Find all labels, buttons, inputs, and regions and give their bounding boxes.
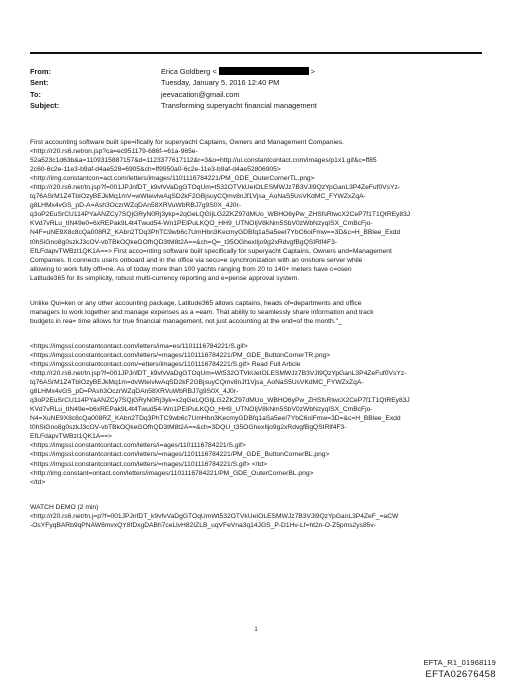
body-line: g8LHMx4vGS_pD=PAsh3OczrWZqDAn58XRVuWbRBJ7g9S0X_4J0r- [30,388,239,396]
paragraph-links [30,342,482,487]
body-line: <https://imgssl.constantcontact.com/letters/=mages/1101116784221/PM_GDE_ButtonCornerBL.png> [30,451,330,459]
body-line: <http://img.constant=ontact.com/letters/images/1101116784221/PM_GDE_OuterCornerBL.png> [30,469,314,477]
from-row [30,66,490,77]
paragraph-intro [30,138,482,283]
paragraph-demo [30,503,482,530]
body-line: <https://imgssl.constantcontact.com/=etters/images/1101116784221/S.gif> Read Full Article [30,360,301,368]
body-line: <http://r20.rs6.net/tn.j=p?f=001JPJnfDT_k9vfvVaDgGTOqUmWt532OTVkUeIOLESMWJz7B3VJl9QzYpGanL3P4ZeF_=aCW [30,512,399,520]
body-line: -OsYFyqBARb9qPNAW8mvxQY8fDxgDABh7ceLlvH82IZLB_uqVFeVna3q14JGS_P-D1Hv-Lf=ht2n-O-Z5pms2ys85v- [30,521,376,529]
body-line: t0hSiGno8g0szkJ3cOV-vbTBkOQkeGOfhQD3tM8t2A==&ch=Q=_t35OGhexIljo9g2xRdvgfBgQSIRlf4F3- [30,238,338,246]
subject-row [30,100,490,111]
body-line: <https://imgssl.constantcontact.com/letters/=mages/1101116784221/PM_GDE_ButtonCornerTR.png> [30,351,331,359]
sent-value: Tuesday, January 5, 2016 12:40 PM [161,78,280,88]
body-line: First accounting software built spe=ifically for superyacht Captains, Owners and Management Companies. [30,139,344,146]
body-line: Companies. It connects users onboard and in the office via secu=e synchronization with an onshore server while [30,256,363,264]
body-line: <https://imgssl.constantcontact.com/letters/i=ages/1101116784221/S.gif> [30,442,246,450]
body-line: t0hSiGno8g0szkJ3cOV-vbTBkOQkeGOfhQD3tM8t2A==&ch=3DQU_t35OGhexIljo9g2xRdvgfBgQSIRlf4F3- [30,424,347,432]
from-value [161,66,490,77]
email-header [30,66,490,112]
spacer [30,326,482,342]
body-line: allowing to work fully offl=ne. As of today more than 100 yachts ranging from 20 to 140+ meters have c=osen [30,265,352,273]
from-name: Erica Goldberg < [161,67,217,76]
body-line: g8LHMx4vGS_pD-A=Ash3OczrWZqDAn58XRVuWbRBJ7g9S0X_4J0r- [30,202,241,210]
body-line: KVd7vRLu_tIN49e0=6xREPak9L4t4Twud54-Wn1PEIPuLKQO_HH9_UTNOIjV8kNm5SbV0zWbNzyqISX_CmBcFjo- [30,220,373,228]
body-line: budgets in rea= time allows for true financial management, not just accounting at the end=of the month."_ [30,317,342,325]
body-line: Unlike Qui=ken or any other accounting package, Latitude365 allows captains, heads of=departments and office [30,299,362,307]
body-line: <http://r20.rs6.net/on.jsp?ca=ec951179-686f-=61a-965e- [30,148,198,156]
body-line: </td> [30,478,46,486]
body-line: 52a523c1d63b&a=1109315887157&d=1123377617112&r=3&o=http://ui.constantcontact.com/images/p1x1.gif&c=ff85 [30,157,377,165]
body-line: tq76ASrM1Z4TbIOzyBEJkMq1mV=wWteivlwAqSD2kF2GBjsuyCQmv8nJf1Vjsa_AoNaS5UsVKdMC_FYWZxZqA- [30,193,366,201]
body-line: N4=XuNE9X8c8cQa008RZ_KAbn2TDq3PhTC9wb6c7UmHbn3KecmyGDBfq1aSa5eeI7YbC6oiFmw=3D=&c=H_BBlee_Exdd [30,415,401,423]
body-line: <http://r20.rs6.net/tn.jsp?f=001JPJnfDT_k9vfvVaDgGTOqUm=t532OTVkUeIOLESMWJz7B3VJl9QzYpGanL3P4ZeFuf0VsYz- [30,184,401,192]
body-line: KVd7vRLu_tIN49e=b6xREPak9L4t4Twud54-Wn1PEIPuLKQO_HH9_UTNOIjV8kNm5SbV0zWbNzyqISX_CmBcFjo- [30,406,373,414]
body-line: <https://imgssl.constantcontact.com/letters/=mages/1101116784221/S.gif> </td> [30,460,267,468]
body-line: q3oP2EuSrCU114PYaANZCy7SQjGRyN0Rj3ykp=2qGeLQGIjLG2ZKZ97dMUo_WBHO6yPw_ZHSfsRlwcX2CeP7f1T1QtREy83J [30,211,411,219]
body-line: WATCH DEMO (2 min) [30,503,99,511]
footer-ref-primary: EFTA_R1_01968119 [423,658,496,667]
page-number: 1 [254,627,258,633]
paragraph-unlike [30,299,482,326]
body-line: q3oP2EuSrCU114PYaANZCy7SQjGRyN0Rj3yk=x2qGeLQGIjLG2ZKZ97dMUo_WBHO6yPw_ZHSfsRlwcX2CeP7f1T1QtREy83J [30,397,410,405]
body-line: 2c60-6c2e-11e3-b9af-d4ae528=6905&ch=ff9950a0-6c2e-11e3-b9af-d4ae52806905> [30,166,281,174]
subject-value: Transforming superyacht financial management [161,101,317,111]
body-line: N4F=uNE9X8c8cQa008RZ_KAbn2TDq3PhTC9wb6c7UmHbn3KecmyGDBfq1aSa5eeI7YbC6oiFmw==3D&c=H_BBlee_Exdd [30,229,401,237]
body-line: <http://r20.rs6.net/tn.jsp?f=001JPJnfDT_k9vfvVaDgGTOqUm=Wt532OTVkUeIOLESMWJz7B3VJl9QzYpGanL3P4ZeFuf0VsYz- [30,370,407,378]
body-line: Latitude365 for its simplicity, robust multi-currency reporting and e=pense approval system. [30,274,300,282]
from-suffix: > [310,67,315,76]
redaction-box [219,67,309,75]
sent-row [30,77,490,88]
to-value: jeevacation@gmail.com [161,89,240,99]
footer-ref-secondary: EFTA02676458 [425,669,496,680]
body-line: tq76ASrM1Z4TbIOzyBEJkMq1m=dvWteivlwAqSD2kF2GBjsuyCQmv8nJf1Vjsa_AoNaS5UsVKdMC_FYWZxZqA- [30,379,364,387]
from-label: From: [30,67,51,76]
header-rule [30,52,482,54]
body-line: <http://img.constantcon=act.com/letters/images/1101116784221/PM_GDE_OuterCornerTL.png> [30,175,315,183]
body-line: managers to work together and manage expenses as a =eam. That ability to seamlessly share information and track [30,308,374,316]
to-row [30,89,490,100]
spacer [30,487,482,503]
email-body [30,138,482,530]
sent-label: Sent: [30,78,49,88]
body-line: <https://imgssl.constantcontact.com/letters/ima=es/1101116784221/S.gif> [30,342,248,350]
subject-label: Subject: [30,101,60,111]
to-label: To: [30,89,41,99]
body-line: EfLFdapvTWBzI1QK1A==> First acco=nting software built specifically for superyacht Captains, Owners and=Management [30,247,392,255]
spacer [30,283,482,299]
body-line: EfLFdapvTWBzI1QK1A==> [30,433,112,441]
